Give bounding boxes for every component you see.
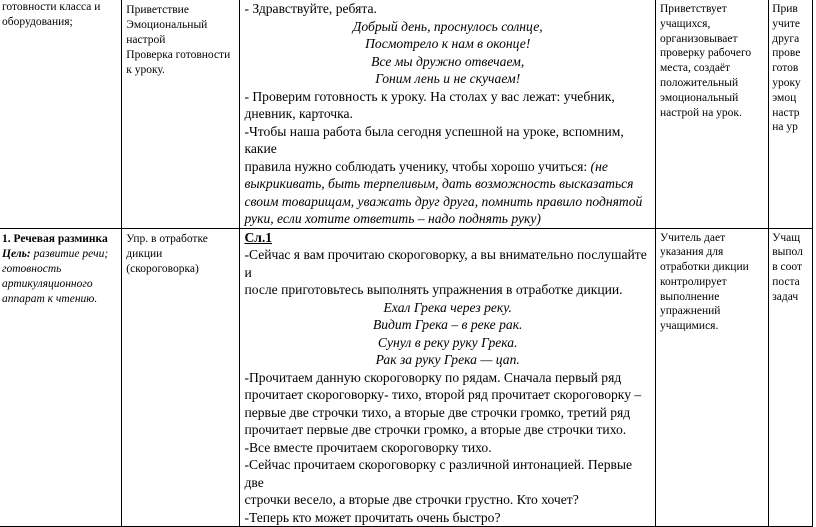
stage-text: оборудования;: [2, 16, 73, 28]
teacher-text: учащимися.: [659, 320, 719, 333]
task-text: Проверка готовности: [126, 49, 231, 61]
content-line: -Все вместе прочитаем скороговорку тихо.: [244, 439, 492, 455]
content-cell: [240, 228, 656, 527]
student-text: на ур: [772, 121, 798, 134]
task-text: Приветствие: [126, 4, 189, 16]
student-text: в соот: [772, 261, 803, 274]
tongue-twister-line: Видит Грека – в реке рак.: [372, 317, 523, 332]
goal-line: [2, 247, 117, 262]
rules-italic-line: руки, если хотите ответить – надо поднять руку): [244, 211, 541, 226]
stage-title: 1. Речевая разминка: [2, 232, 108, 245]
stage-text: готовности класса и: [2, 1, 101, 13]
task-text: к уроку.: [126, 64, 165, 76]
content-line: прочитает скороговорку- тихо, второй ряд прочитает скороговорку –: [244, 387, 642, 402]
rules-italic-line: выкрикивать, быть терпеливым, дать возможность высказаться: [244, 176, 634, 191]
content-cell: [240, 0, 656, 228]
slide-label: Сл.1: [244, 229, 273, 245]
teacher-text: отработки дикции: [659, 261, 749, 274]
content-line: -Теперь кто может прочитать очень быстро?: [244, 509, 501, 525]
student-text: задач: [772, 290, 799, 303]
poem-line: Добрый день, проснулось солнце,: [352, 18, 543, 34]
teacher-text: упражнений: [659, 305, 721, 318]
goal-text: артикуляционного: [2, 277, 93, 290]
teacher-text: указания для: [659, 246, 724, 259]
content-line: -Сейчас прочитаем скороговорку с различной интонацией. Первые две: [244, 457, 633, 490]
greeting-text: - Здравствуйте, ребята.: [244, 1, 377, 16]
task-cell: [122, 0, 240, 228]
teacher-text: проверку рабочего: [659, 47, 752, 60]
content-line: после приготовьтесь выполнять упражнения в отработке дикции.: [244, 282, 623, 297]
poem-line: Гоним лень и не скучаем!: [375, 71, 521, 86]
stage-cell: [0, 228, 122, 527]
student-text: поста: [772, 275, 800, 288]
task-text: Эмоциональный: [126, 19, 208, 31]
teacher-text: эмоциональный: [659, 91, 739, 104]
teacher-text: места, создаёт: [659, 62, 731, 75]
student-text: настр: [772, 106, 800, 119]
goal-text: развитие речи;: [30, 247, 109, 260]
rules-italic-line: своим товарищам, уважать друг друга, помнить правило поднятой: [244, 193, 643, 209]
tongue-twister-line: Рак за руку Грека — цап.: [375, 352, 520, 367]
content-line: [244, 158, 651, 176]
content-line: первые две строчки тихо, а вторые две строчки громко, третий ряд: [244, 404, 631, 420]
student-text: уроку: [772, 76, 801, 89]
teacher-text: учащихся,: [659, 17, 711, 30]
teacher-text: положительный: [659, 76, 739, 89]
content-line: дневник, карточка.: [244, 106, 353, 121]
content-line: - Проверим готовность к уроку. На столах у вас лежат: учебник,: [244, 88, 615, 104]
poem-line: Посмотрело к нам в оконце!: [365, 36, 531, 51]
task-text: (скороговорка): [126, 262, 199, 275]
poem-line: Все мы дружно отвечаем,: [371, 53, 525, 69]
goal-label: Цель:: [2, 247, 31, 260]
task-text: Упр. в отработке: [126, 232, 208, 245]
teacher-activity-cell: [655, 0, 768, 228]
student-text: выпол: [772, 246, 803, 259]
goal-text: аппарат к чтению.: [2, 292, 98, 305]
teacher-activity-cell: [655, 228, 768, 527]
student-text: Прив: [772, 3, 798, 15]
student-text: Учащ: [772, 231, 801, 244]
teacher-text: контролирует: [659, 275, 727, 288]
teacher-text: Учитель дает: [659, 231, 726, 244]
task-text: настрой: [126, 34, 166, 46]
teacher-text: Приветствует: [659, 3, 727, 15]
task-cell: [122, 228, 240, 527]
teacher-text: организовывает: [659, 32, 738, 45]
goal-text: готовность: [2, 262, 62, 275]
student-activity-cell: [769, 0, 813, 228]
student-text: прове: [772, 47, 801, 60]
task-text: дикции: [126, 247, 163, 260]
student-text: друга: [772, 32, 800, 45]
rules-italic: (не: [590, 158, 608, 174]
content-line: -Чтобы наша работа была сегодня успешной на уроке, вспомним, какие: [244, 123, 624, 156]
stage-cell: [0, 0, 122, 228]
rules-text: правила нужно соблюдать ученику, чтобы хорошо учиться:: [244, 158, 591, 174]
student-text: учите: [772, 17, 801, 30]
teacher-text: выполнение: [659, 290, 720, 303]
student-text: готов: [772, 62, 799, 75]
content-line: -Прочитаем данную скороговорку по рядам. Сначала первый ряд: [244, 369, 622, 385]
content-line: строчки весело, а вторые две строчки грустно. Кто хочет?: [244, 492, 579, 507]
content-line: прочитает первые две строчки громко, а вторые две строчки тихо.: [244, 422, 627, 437]
teacher-text: настрой на урок.: [659, 106, 742, 119]
student-activity-cell: [769, 228, 813, 527]
content-line: -Сейчас я вам прочитаю скороговорку, а вы внимательно послушайте и: [244, 247, 647, 280]
tongue-twister-line: Ехал Грека через реку.: [383, 299, 512, 315]
student-text: эмоц: [772, 91, 797, 104]
table-row: [0, 228, 813, 527]
table-row: [0, 0, 813, 228]
tongue-twister-line: Сунул в реку руку Грека.: [377, 334, 518, 350]
